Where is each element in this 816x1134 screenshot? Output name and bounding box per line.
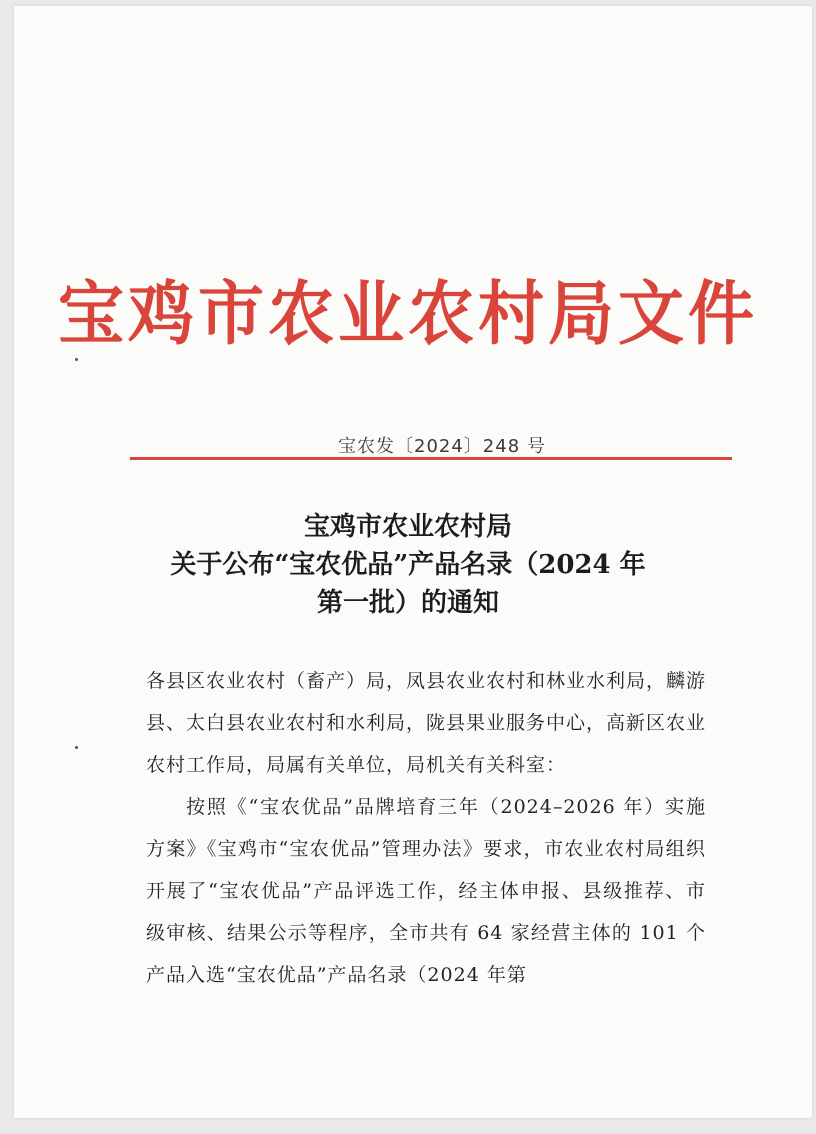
red-divider-line [130,457,732,460]
document-number: 宝农发〔2024〕248 号 [338,436,546,457]
scan-speck [75,358,78,361]
body-paragraph-1: 按照《“宝农优品”品牌培育三年（2024–2026 年）实施方案》《宝鸡市“宝农优品”管理办法》要求，市农业农村局组织开展了“宝农优品”产品评选工作，经主体申报、县级推荐、市级审核、结果公示等程序，全市共有 64 家经营主体的 101 个产品入选“宝农优品”产品名录（2024 年第 [146,796,706,986]
notice-title-line-1: 宝鸡市农业农村局 [303,512,512,542]
recipients-paragraph: 各县区农业农村（畜产）局，凤县农业农村和林业水利局，麟游县、太白县农业农村和水利局，陇县果业服务中心，高新区农业农村工作局，局属有关单位，局机关有关科室： [146,670,707,776]
scan-speck [75,746,78,749]
notice-body [146,660,706,996]
notice-title-line-2: 关于公布“宝农优品”产品名录（2024 年 [170,550,646,580]
notice-title-line-3: 第一批）的通知 [316,588,499,618]
document-header-title: 宝鸡市农业农村局文件 [58,272,758,355]
notice-title [0,508,816,622]
